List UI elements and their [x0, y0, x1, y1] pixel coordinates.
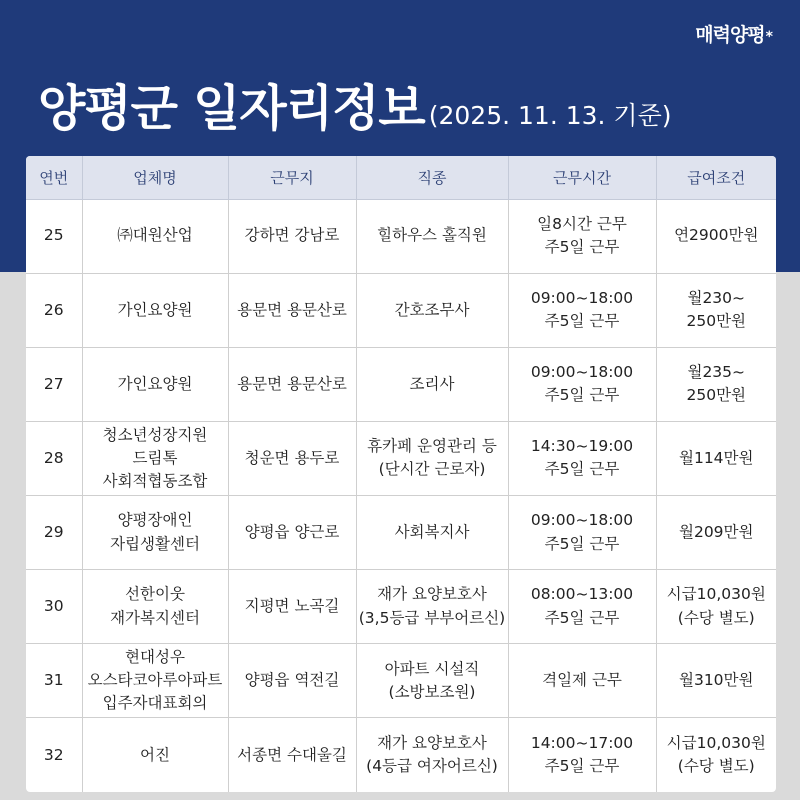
table-header-row [26, 156, 776, 199]
cell-location: 지평면 노곡길 [228, 570, 356, 644]
cell-location: 청운면 용두로 [228, 421, 356, 495]
cell-company: 선한이웃 재가복지센터 [82, 570, 228, 644]
cell-hours: 일8시간 근무 주5일 근무 [508, 199, 656, 273]
cell-job: 조리사 [356, 347, 508, 421]
cell-location: 강하면 강남로 [228, 199, 356, 273]
cell-number: 25 [26, 199, 82, 273]
cell-job: 간호조무사 [356, 273, 508, 347]
table-row [26, 718, 776, 792]
cell-number: 30 [26, 570, 82, 644]
cell-salary: 월235~ 250만원 [656, 347, 776, 421]
cell-salary: 연2900만원 [656, 199, 776, 273]
cell-location: 양평읍 역전길 [228, 644, 356, 718]
table-row [26, 199, 776, 273]
table-row [26, 496, 776, 570]
column-header-hours: 근무시간 [508, 156, 656, 199]
page-title-date: (2025. 11. 13. 기준) [428, 101, 672, 130]
cell-location: 용문면 용문산로 [228, 273, 356, 347]
table-row [26, 273, 776, 347]
cell-hours: 09:00~18:00 주5일 근무 [508, 496, 656, 570]
column-header-location: 근무지 [228, 156, 356, 199]
cell-number: 28 [26, 421, 82, 495]
cell-number: 26 [26, 273, 82, 347]
cell-number: 27 [26, 347, 82, 421]
cell-hours: 격일제 근무 [508, 644, 656, 718]
cell-job: 휴카페 운영관리 등 (단시간 근로자) [356, 421, 508, 495]
cell-location: 서종면 수대울길 [228, 718, 356, 792]
job-table-card [26, 156, 776, 792]
cell-company: 가인요양원 [82, 273, 228, 347]
page-title [38, 80, 672, 137]
cell-location: 양평읍 양근로 [228, 496, 356, 570]
cell-salary: 월310만원 [656, 644, 776, 718]
cell-hours: 09:00~18:00 주5일 근무 [508, 273, 656, 347]
cell-company: 현대성우 오스타코아루아파트 입주자대표회의 [82, 644, 228, 718]
cell-salary: 시급10,030원 (수당 별도) [656, 570, 776, 644]
table-row [26, 421, 776, 495]
column-header-job: 직종 [356, 156, 508, 199]
column-header-salary: 급여조건 [656, 156, 776, 199]
page-title-main: 양평군 일자리정보 [38, 80, 425, 137]
cell-location: 용문면 용문산로 [228, 347, 356, 421]
cell-company: 가인요양원 [82, 347, 228, 421]
cell-hours: 14:30~19:00 주5일 근무 [508, 421, 656, 495]
cell-company: 청소년성장지원 드림톡 사회적협동조합 [82, 421, 228, 495]
cell-number: 32 [26, 718, 82, 792]
column-header-company: 업체명 [82, 156, 228, 199]
table-row [26, 570, 776, 644]
cell-job: 힐하우스 홀직원 [356, 199, 508, 273]
cell-company: 어진 [82, 718, 228, 792]
cell-hours: 08:00~13:00 주5일 근무 [508, 570, 656, 644]
cell-job: 재가 요양보호사 (4등급 여자어르신) [356, 718, 508, 792]
table-row [26, 644, 776, 718]
cell-salary: 월114만원 [656, 421, 776, 495]
cell-number: 29 [26, 496, 82, 570]
table-row [26, 347, 776, 421]
star-icon: * [765, 29, 772, 45]
cell-salary: 월230~ 250만원 [656, 273, 776, 347]
cell-hours: 14:00~17:00 주5일 근무 [508, 718, 656, 792]
cell-job: 사회복지사 [356, 496, 508, 570]
cell-job: 재가 요양보호사 (3,5등급 부부어르신) [356, 570, 508, 644]
job-table [26, 156, 776, 792]
cell-salary: 월209만원 [656, 496, 776, 570]
cell-hours: 09:00~18:00 주5일 근무 [508, 347, 656, 421]
brand-logo-text: 매력양평 [695, 24, 765, 46]
brand-logo [695, 20, 772, 47]
cell-company: ㈜대원산업 [82, 199, 228, 273]
cell-job: 아파트 시설직 (소방보조원) [356, 644, 508, 718]
cell-salary: 시급10,030원 (수당 별도) [656, 718, 776, 792]
cell-company: 양평장애인 자립생활센터 [82, 496, 228, 570]
column-header-number: 연번 [26, 156, 82, 199]
cell-number: 31 [26, 644, 82, 718]
